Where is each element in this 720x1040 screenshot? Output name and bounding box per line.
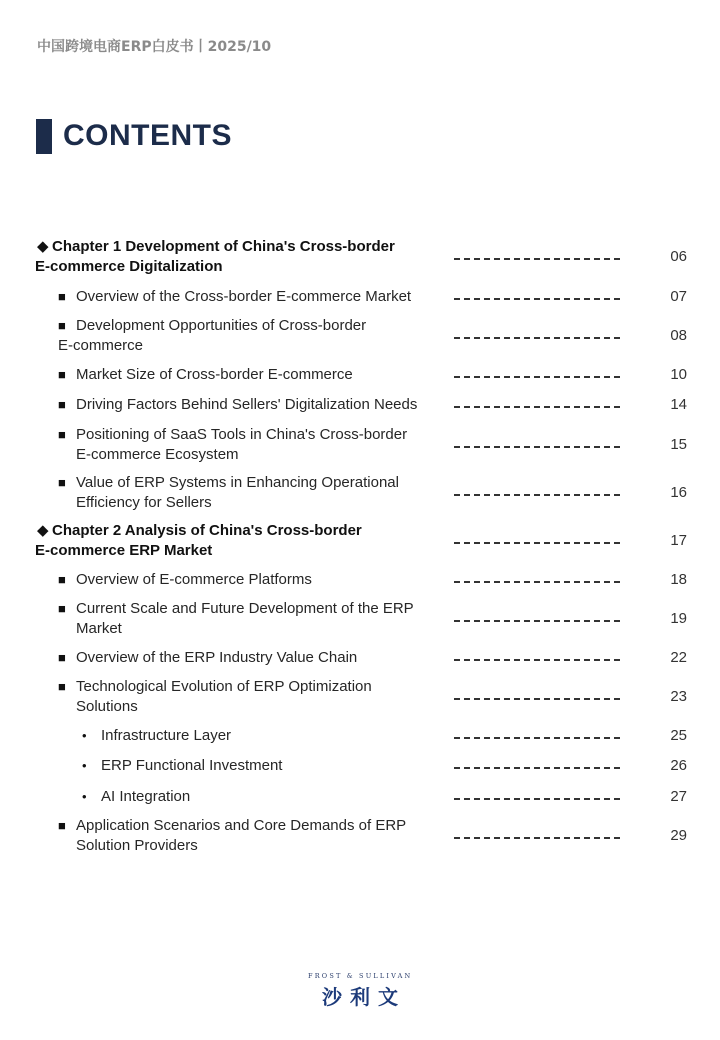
toc-page-number: 27 xyxy=(670,788,687,805)
toc-entry-label: Positioning of SaaS Tools in China's Cross-border xyxy=(76,426,408,443)
square-bullet-icon: ■ xyxy=(58,367,66,382)
dotted-leader xyxy=(454,298,620,300)
diamond-bullet-icon: ◆ xyxy=(37,522,49,539)
toc-entry-label: AI Integration xyxy=(101,788,191,805)
dotted-leader xyxy=(454,798,620,800)
toc-entry-label: Chapter 2 Analysis of China's Cross-border xyxy=(52,522,362,539)
toc-page-number: 07 xyxy=(670,288,687,305)
frost-sullivan-logo xyxy=(308,972,412,1010)
toc-entry-label: Market xyxy=(76,619,122,637)
toc-entry-label: Market Size of Cross-border E-commerce xyxy=(76,366,353,383)
toc-entry-label: Overview of the ERP Industry Value Chain xyxy=(76,649,358,666)
square-bullet-icon: ■ xyxy=(58,475,66,490)
toc-page-number: 22 xyxy=(670,649,687,666)
toc-entry-label: Current Scale and Future Development of the ERP xyxy=(76,600,414,617)
toc-page-number: 26 xyxy=(670,757,687,774)
dotted-leader xyxy=(454,406,620,408)
dot-bullet-icon: • xyxy=(82,789,87,804)
toc-page-number: 15 xyxy=(670,435,687,453)
square-bullet-icon: ■ xyxy=(58,318,66,333)
dotted-leader xyxy=(454,446,620,448)
square-bullet-icon: ■ xyxy=(58,572,66,587)
dotted-leader xyxy=(454,659,620,661)
square-bullet-icon: ■ xyxy=(58,427,66,442)
square-bullet-icon: ■ xyxy=(58,289,66,304)
dot-bullet-icon: • xyxy=(82,758,87,773)
toc-entry-label: E-commerce Digitalization xyxy=(35,257,223,275)
toc-entry-label: Overview of the Cross-border E-commerce Market xyxy=(76,288,412,305)
toc-page-number: 29 xyxy=(670,826,687,844)
toc-page-number: 10 xyxy=(670,366,687,383)
dotted-leader xyxy=(454,837,620,839)
dotted-leader xyxy=(454,542,620,544)
dotted-leader xyxy=(454,767,620,769)
toc-page-number: 14 xyxy=(670,396,687,413)
dotted-leader xyxy=(454,581,620,583)
page-title: CONTENTS xyxy=(63,119,232,152)
square-bullet-icon: ■ xyxy=(58,601,66,616)
logo-chinese-text: 沙利文 xyxy=(322,985,406,1009)
toc-entry-label: Application Scenarios and Core Demands of ERP xyxy=(76,817,407,834)
dotted-leader xyxy=(454,737,620,739)
toc-entry-label: Value of ERP Systems in Enhancing Operational xyxy=(76,474,399,491)
dot-bullet-icon: • xyxy=(82,728,87,743)
toc-entry-label: Development Opportunities of Cross-border xyxy=(76,317,367,334)
dotted-leader xyxy=(454,698,620,700)
toc-page-number: 06 xyxy=(670,247,687,265)
dotted-leader xyxy=(454,337,620,339)
toc-entry-label: ERP Functional Investment xyxy=(101,757,283,774)
toc-page-number: 25 xyxy=(670,727,687,744)
toc-entry-label: Infrastructure Layer xyxy=(101,727,232,744)
dotted-leader xyxy=(454,494,620,496)
toc-entry-label: E-commerce Ecosystem xyxy=(76,445,239,463)
square-bullet-icon: ■ xyxy=(58,650,66,665)
toc-entry-label: Solution Providers xyxy=(76,836,198,854)
toc-entry-label: Efficiency for Sellers xyxy=(76,493,212,511)
toc-entry-label: Chapter 1 Development of China's Cross-border xyxy=(52,238,395,255)
toc-page-number: 19 xyxy=(670,609,687,627)
toc-page-number: 23 xyxy=(670,687,687,705)
square-bullet-icon: ■ xyxy=(58,818,66,833)
dotted-leader xyxy=(454,376,620,378)
toc-page-number: 17 xyxy=(670,531,687,549)
logo-english-text: FROST & SULLIVAN xyxy=(308,972,413,980)
toc-entry-label: Driving Factors Behind Sellers' Digitalization Needs xyxy=(76,396,418,413)
toc-entry-label: Solutions xyxy=(76,697,138,715)
toc-entry-label: E-commerce ERP Market xyxy=(35,541,213,559)
toc-entry-label: E-commerce xyxy=(58,336,144,354)
toc-page-number: 16 xyxy=(670,483,687,501)
dotted-leader xyxy=(454,620,620,622)
toc-entry-label: Overview of E-commerce Platforms xyxy=(76,571,312,588)
toc-entry-label: Technological Evolution of ERP Optimization xyxy=(76,678,372,695)
toc-page-number: 08 xyxy=(670,326,687,344)
square-bullet-icon: ■ xyxy=(58,679,66,694)
toc-page-number: 18 xyxy=(670,571,687,588)
square-bullet-icon: ■ xyxy=(58,397,66,412)
document-header: 中国跨境电商ERP白皮书丨2025/10 xyxy=(37,39,272,55)
diamond-bullet-icon: ◆ xyxy=(37,238,49,255)
dotted-leader xyxy=(454,258,620,260)
